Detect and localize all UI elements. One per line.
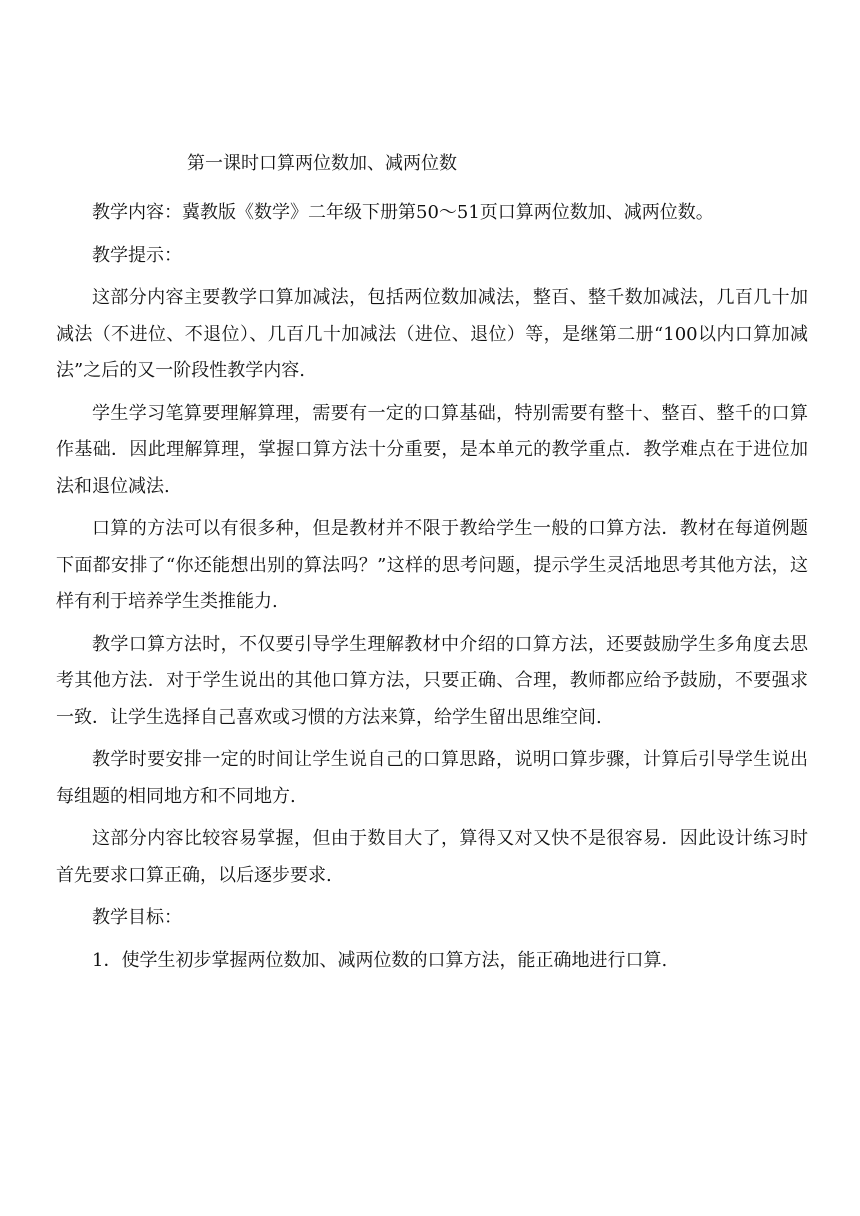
document-body <box>56 195 808 985</box>
paragraph: 口算的方法可以有很多种，但是教材并不限于教给学生一般的口算方法．教材在每道例题下面都安排了“你还能想出别的算法吗？”这样的思考问题，提示学生灵活地思考其他方法，这样有利于培养学生类推能力. <box>56 518 808 612</box>
paragraph-teaching-goals-heading: 教学目标： <box>92 907 182 928</box>
paragraph-teaching-tips-heading: 教学提示： <box>92 244 182 266</box>
document-title: 第一课时口算两位数加、减两位数 <box>187 153 457 174</box>
paragraph: 这部分内容主要教学口算加减法，包括两位数加减法，整百、整千数加减法，几百几十加减法（不进位、不退位）、几百几十加减法（进位、退位）等，是继第二册“100以内口算加减法”之后的又一阶段性教学内容. <box>56 287 808 381</box>
paragraph: 这部分内容比较容易掌握，但由于数目大了，算得又对又快不是很容易．因此设计练习时首先要求口算正确，以后逐步要求. <box>56 828 808 886</box>
paragraph: 教学时要安排一定的时间让学生说自己的口算思路，说明口算步骤，计算后引导学生说出每组题的相同地方和不同地方. <box>56 749 808 807</box>
paragraph: 学生学习笔算要理解算理，需要有一定的口算基础，特别需要有整十、整百、整千的口算作基础．因此理解算理，掌握口算方法十分重要，是本单元的教学重点．教学难点在于进位加法和退位减法. <box>56 402 808 497</box>
paragraph-goal-item: 1．使学生初步掌握两位数加、减两位数的口算方法，能正确地进行口算. <box>92 949 668 971</box>
paragraph-teaching-content: 教学内容：冀教版《数学》二年级下册第50～51页口算两位数加、减两位数。 <box>92 202 714 223</box>
paragraph: 教学口算方法时，不仅要引导学生理解教材中介绍的口算方法，还要鼓励学生多角度去思考其他方法．对于学生说出的其他口算方法，只要正确、合理，教师都应给予鼓励，不要强求一致．让学生选择自己喜欢或习惯的方法来算，给学生留出思维空间. <box>56 633 808 728</box>
